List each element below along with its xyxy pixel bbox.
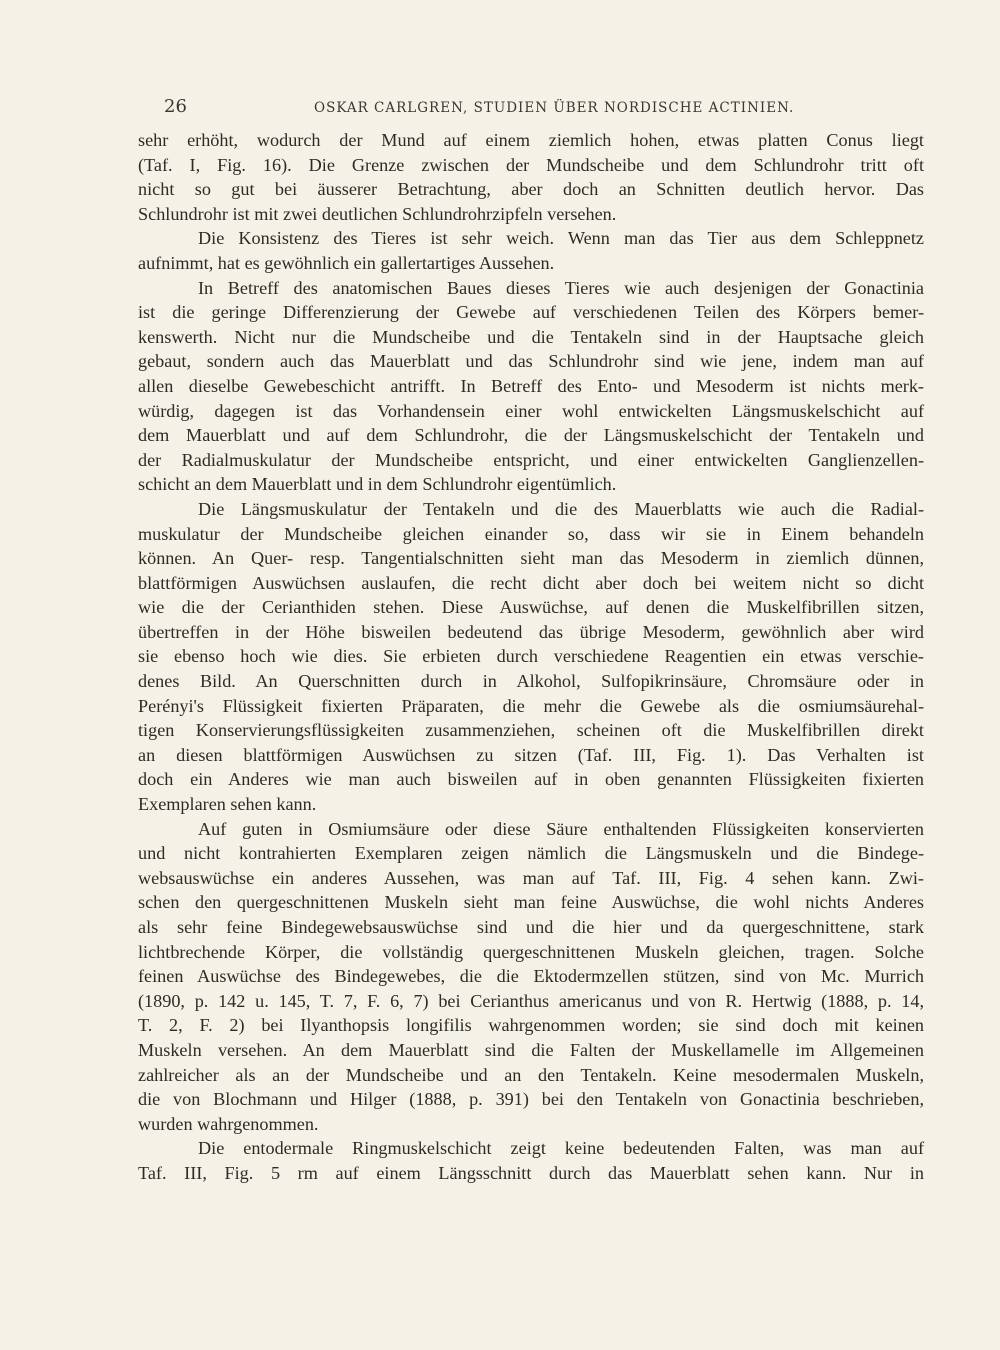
text-line: sehr erhöht, wodurch der Mund auf einem ziemlich hohen, etwas platten Conus liegt bbox=[138, 130, 924, 150]
text-line: feinen Auswüchse des Bindegewebes, die die Ektodermzellen stützen, sind von Mc. Murrich bbox=[138, 966, 924, 987]
text-line: denes Bild. An Querschnitten durch in Alkohol, Sulfopikrinsäure, Chromsäure oder in bbox=[138, 671, 924, 692]
text-line: Die Längsmuskulatur der Tentakeln und die des Mauerblatts wie auch die Radial- bbox=[198, 498, 924, 519]
text-line: die von Blochmann und Hilger (1888, p. 391) bei den Tentakeln von Gonactinia beschrieben, bbox=[138, 1089, 924, 1110]
text-line: aufnimmt, hat es gewöhnlich ein gallertartiges Aussehen. bbox=[138, 252, 555, 273]
body-text bbox=[138, 128, 924, 1186]
text-line: Exemplaren sehen kann. bbox=[138, 794, 317, 815]
text-line: gebaut, sondern auch das Mauerblatt und das Schlundrohr sind wie jene, indem man auf bbox=[138, 351, 924, 372]
text-line: sie ebenso hoch wie dies. Sie erbieten durch verschiedene Reagentien ein etwas verschie- bbox=[138, 646, 924, 667]
text-line: allen dieselbe Gewebeschicht antrifft. In Betreff des Ento- und Mesoderm ist nichts merk- bbox=[138, 375, 924, 396]
running-title: OSKAR CARLGREN, STUDIEN ÜBER NORDISCHE ACTINIEN. bbox=[314, 100, 795, 116]
text-line: übertreffen in der Höhe bisweilen bedeutend das übrige Mesoderm, gewöhnlich aber wird bbox=[138, 621, 924, 642]
text-line: muskulatur der Mundscheibe gleichen einander so, dass wir sie in Einem behandeln bbox=[138, 523, 924, 544]
text-line: ist die geringe Differenzierung der Gewebe auf verschiedenen Teilen des Körpers bemer- bbox=[138, 302, 924, 323]
text-line: T. 2, F. 2) bei Ilyanthopsis longifilis wahrgenommen worden; sie sind doch mit keinen bbox=[138, 1015, 924, 1036]
text-line: und nicht kontrahierten Exemplaren zeigen nämlich die Längsmuskeln und die Bindege- bbox=[138, 843, 924, 864]
paragraph-3 bbox=[138, 276, 924, 497]
paragraph-2 bbox=[138, 226, 924, 275]
text-line: als sehr feine Bindegewebsauswüchse sind und die hier und da quergeschnittene, stark bbox=[138, 917, 924, 937]
text-line: doch ein Anderes wie man auch bisweilen auf in oben genannten Flüssigkeiten fixierten bbox=[138, 769, 924, 790]
text-line: (1890, p. 142 u. 145, T. 7, F. 6, 7) bei Cerianthus americanus und von R. Hertwig (1888, p. 14, bbox=[138, 990, 924, 1011]
text-line: Die Konsistenz des Tieres ist sehr weich. Wenn man das Tier aus dem Schleppnetz bbox=[198, 228, 924, 249]
text-line: können. An Quer- resp. Tangentialschnitten sieht man das Mesoderm in ziemlich dünnen, bbox=[138, 548, 924, 569]
text-line: tigen Konservierungsflüssigkeiten zusammenziehen, scheinen oft die Muskelfibrillen direkt bbox=[138, 720, 924, 741]
paragraph-6 bbox=[138, 1136, 924, 1185]
text-line: würdig, dagegen ist das Vorhandensein einer wohl entwickelten Längsmuskelschicht auf bbox=[138, 400, 924, 421]
text-line: nicht so gut bei äusserer Betrachtung, aber doch an Schnitten deutlich hervor. Das bbox=[138, 179, 924, 200]
text-line: wie die der Cerianthiden stehen. Diese Auswüchse, auf denen die Muskelfibrillen sitzen, bbox=[138, 597, 924, 618]
text-line: lichtbrechende Körper, die vollständig quergeschnittenen Muskeln gleichen, tragen. Solche bbox=[138, 941, 924, 962]
running-head bbox=[138, 96, 924, 128]
text-line: websauswüchse ein anderes Aussehen, was man auf Taf. III, Fig. 4 sehen kann. Zwi- bbox=[138, 867, 924, 888]
text-line: Perényi's Flüssigkeit fixierten Präparaten, die mehr die Gewebe als die osmiumsäurehal- bbox=[138, 695, 924, 716]
text-line: In Betreff des anatomischen Baues dieses Tieres wie auch desjenigen der Gonactinia bbox=[198, 277, 924, 298]
text-line: Auf guten in Osmiumsäure oder diese Säure enthaltenden Flüssigkeiten konservierten bbox=[198, 818, 924, 839]
text-line: zahlreicher als an der Mundscheibe und an den Tentakeln. Keine mesodermalen Muskeln, bbox=[138, 1064, 924, 1085]
text-line: dem Mauerblatt und auf dem Schlundrohr, die der Längsmuskelschicht der Tentakeln und bbox=[138, 425, 924, 446]
text-line: blattförmigen Auswüchsen auslaufen, die recht dicht aber doch bei weitem nicht so dicht bbox=[138, 572, 924, 593]
text-line: kenswerth. Nicht nur die Mundscheibe und die Tentakeln sind in der Hauptsache gleich bbox=[138, 326, 924, 347]
text-line: an diesen blattförmigen Auswüchsen zu sitzen (Taf. III, Fig. 1). Das Verhalten ist bbox=[138, 744, 924, 765]
text-line: (Taf. I, Fig. 16). Die Grenze zwischen der Mundscheibe und dem Schlundrohr tritt oft bbox=[138, 154, 924, 175]
text-line: der Radialmuskulatur der Mundscheibe entspricht, und einer entwickelten Ganglienzellen- bbox=[138, 449, 924, 470]
text-line: schicht an dem Mauerblatt und in dem Schlundrohr eigentümlich. bbox=[138, 474, 617, 495]
text-line: Schlundrohr ist mit zwei deutlichen Schlundrohrzipfeln versehen. bbox=[138, 203, 617, 224]
paragraph-4 bbox=[138, 497, 924, 817]
text-line: Taf. III, Fig. 5 rm auf einem Längsschnitt durch das Mauerblatt sehen kann. Nur in bbox=[138, 1162, 924, 1183]
text-line: Muskeln versehen. An dem Mauerblatt sind die Falten der Muskellamelle im Allgemeinen bbox=[138, 1039, 924, 1060]
text-line: Die entodermale Ringmuskelschicht zeigt keine bedeutenden Falten, was man auf bbox=[198, 1138, 924, 1159]
page-number: 26 bbox=[164, 96, 187, 117]
text-line: wurden wahrgenommen. bbox=[138, 1113, 319, 1134]
text-line: schen den quergeschnittenen Muskeln sieht man feine Auswüchse, die wohl nichts Anderes bbox=[138, 892, 924, 913]
paragraph-1 bbox=[138, 128, 924, 226]
paragraph-5 bbox=[138, 817, 924, 1137]
